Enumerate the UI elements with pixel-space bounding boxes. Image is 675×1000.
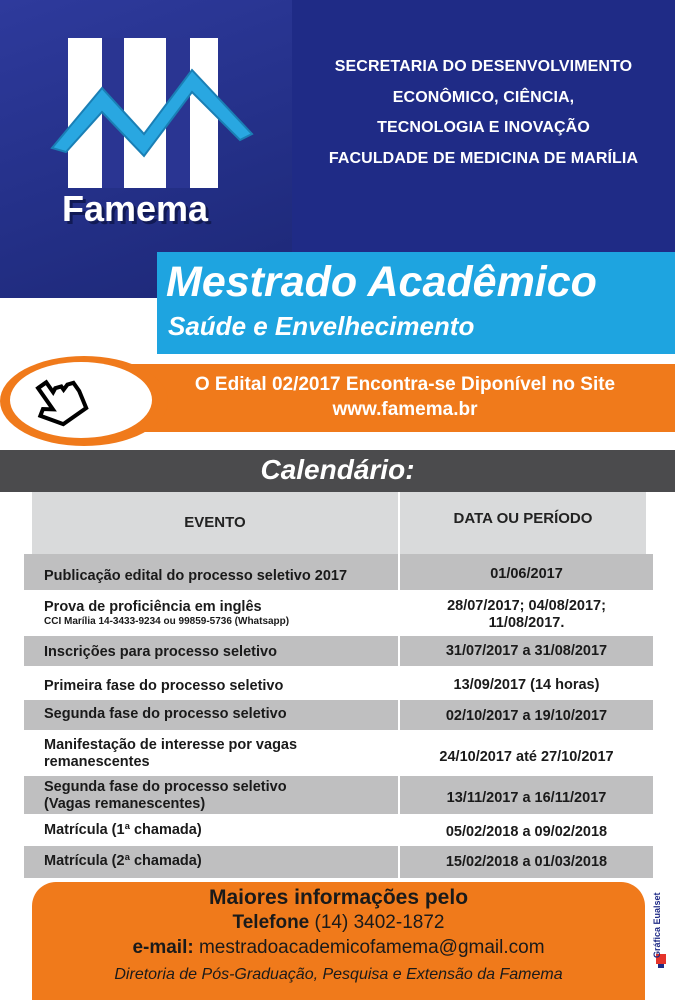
date-text: 02/10/2017 a 19/10/2017 xyxy=(445,708,608,724)
event-line: Manifestação de interesse por vagas xyxy=(44,737,298,753)
table-row xyxy=(24,700,653,730)
footer-email xyxy=(32,937,645,959)
event-line: (Vagas remanescentes) xyxy=(44,796,206,812)
table-row xyxy=(24,816,653,844)
date-cell xyxy=(400,636,653,666)
column-header-label: DATA OU PERÍODO xyxy=(453,510,593,527)
printer-credit: Gráfica Eualset xyxy=(652,892,662,958)
column-header-event xyxy=(32,492,398,554)
date-cell xyxy=(400,816,653,844)
event-cell xyxy=(24,636,398,666)
event-text xyxy=(44,779,287,813)
date-text: 05/02/2018 a 09/02/2018 xyxy=(445,824,608,840)
footer-phone xyxy=(32,912,645,934)
date-text: 15/02/2018 a 01/03/2018 xyxy=(445,854,608,870)
event-text xyxy=(44,737,297,771)
program-subtitle: Saúde e Envelhecimento xyxy=(168,311,475,341)
calendar-title: Calendário: xyxy=(260,454,415,485)
event-text: Publicação edital do processo seletivo 2017 xyxy=(44,568,348,584)
date-cell xyxy=(400,700,653,730)
event-line: Segunda fase do processo seletivo xyxy=(44,779,287,795)
event-text xyxy=(44,599,289,628)
event-cell xyxy=(24,846,398,878)
table-row xyxy=(24,846,653,878)
header-line: SECRETARIA DO DESENVOLVIMENTO xyxy=(334,58,633,75)
event-cell xyxy=(24,816,398,844)
date-text: 13/11/2017 a 16/11/2017 xyxy=(446,790,607,806)
event-cell xyxy=(24,732,398,774)
event-cell xyxy=(24,668,398,698)
date-line: 28/07/2017; 04/08/2017; xyxy=(447,598,606,614)
column-header-date xyxy=(400,492,646,554)
table-row xyxy=(24,732,653,774)
edital-site-link[interactable]: www.famema.br xyxy=(332,399,478,420)
date-cell xyxy=(400,592,653,634)
phone-label: Telefone xyxy=(232,912,310,933)
event-text: Primeira fase do processo seletivo xyxy=(44,678,284,694)
email-address[interactable]: mestradoacademicofamema@gmail.com xyxy=(198,937,545,958)
event-line: remanescentes xyxy=(44,754,150,770)
date-cell xyxy=(400,846,653,878)
table-row xyxy=(24,776,653,814)
event-cell xyxy=(24,700,398,730)
date-cell xyxy=(400,554,653,590)
event-text: Segunda fase do processo seletivo xyxy=(44,706,287,722)
footer-title: Maiores informações pelo xyxy=(208,886,469,909)
calendar-table xyxy=(0,492,675,882)
date-cell xyxy=(400,732,653,774)
event-line: Prova de proficiência em inglês xyxy=(44,599,262,615)
date-text xyxy=(400,598,653,632)
program-title: Mestrado Acadêmico xyxy=(166,258,597,306)
date-text: 13/09/2017 (14 horas) xyxy=(453,677,600,693)
date-text: 24/10/2017 até 27/10/2017 xyxy=(439,749,614,765)
event-cell xyxy=(24,776,398,814)
date-cell xyxy=(400,668,653,698)
date-cell xyxy=(400,776,653,814)
phone-number[interactable]: (14) 3402-1872 xyxy=(314,912,445,933)
table-row xyxy=(24,592,653,634)
event-text: Inscrições para processo seletivo xyxy=(44,644,277,660)
edital-text: O Edital 02/2017 Encontra-se Diponível no Site xyxy=(194,374,616,395)
pointing-hand-icon xyxy=(20,360,100,444)
event-cell xyxy=(24,554,398,590)
logo-wordmark: Famema xyxy=(62,188,209,229)
event-note: CCI Marília 14-3433-9234 ou 99859-5736 (Whatsapp) xyxy=(44,616,290,627)
date-text: 01/06/2017 xyxy=(490,566,563,582)
date-line: 11/08/2017. xyxy=(488,615,565,631)
header-org-text xyxy=(292,52,675,174)
event-text: Matrícula (2ª chamada) xyxy=(44,853,202,869)
header-line: ECONÔMICO, CIÊNCIA, xyxy=(392,88,575,106)
table-row xyxy=(24,636,653,666)
header-line: FACULDADE DE MEDICINA DE MARÍLIA xyxy=(328,149,639,167)
footer-department: Diretoria de Pós-Graduação, Pesquisa e Extensão da Famema xyxy=(114,966,563,983)
column-header-label: EVENTO xyxy=(184,514,246,531)
email-label: e-mail: xyxy=(132,937,194,958)
table-row xyxy=(24,554,653,590)
table-row xyxy=(24,668,653,698)
event-text: Matrícula (1ª chamada) xyxy=(44,822,202,838)
header-line: TECNOLOGIA E INOVAÇÃO xyxy=(377,119,590,136)
event-cell xyxy=(24,592,398,634)
date-text: 31/07/2017 a 31/08/2017 xyxy=(445,643,608,659)
